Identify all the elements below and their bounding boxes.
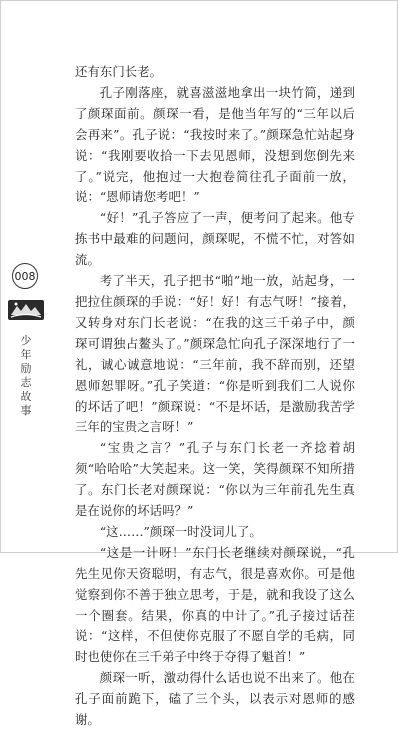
paragraph: 考了半天，孔子把书“啪”地一放，站起身，一把拉住颜琛的手说：“好！好！有志气呀！”接着，又转身对东门长老说：“在我的这三千弟子中，颜琛可谓独占鳌头了。”颜琛急忙向孔子深深地行了一礼，诚心诚意地说：“三年前，我不辞而别，还望恩师恕罪呀。”孔子笑道：“你是听到我们二人说你的坏话了吧！”颜琛说：“不是坏话，是激励我苦学三年的宝贵之言呀！”	[75, 273, 355, 435]
paragraph: 孔子刚落座，就喜滋滋地拿出一块竹简，递到了颜琛面前。颜琛一看，是他当年写的“三年以后会再来”。孔子说：“我按时来了。”颜琛急忙站起身说：“我刚要收拾一下去见恩师，没想到您倒先来了。”说完，他抱过一大抱卷简往孔子面前一放，说：“恩师请您考吧！”	[75, 84, 355, 205]
paragraph: “宝贵之言？”孔子与东门长老一齐捻着胡须“哈哈哈”大笑起来。这一笑，笑得颜琛不知所措了。东门长老对颜琛说：“你以为三年前孔先生真是在说你的坏话吗？”	[75, 440, 355, 519]
series-caption-char: 少	[20, 334, 32, 347]
series-caption-char: 事	[20, 404, 32, 417]
body-text	[75, 62, 355, 731]
paragraph: “这是一计呀！”东门长老继续对颜琛说，“孔先生见你天资聪明，有志气，很是喜欢你。可是他觉察到你不善于独立思考，于是，就和我设了这么一个圈套。结果，你真的中计了。”孔子接过话茬说：“这样，不但使你克服了不愿自学的毛病，同时也使你在三千弟子中终于夺得了魁首！”	[75, 544, 355, 665]
series-caption-char: 励	[20, 362, 32, 375]
paragraph: “这……”颜琛一时没词儿了。	[99, 523, 262, 539]
page-number: 008	[12, 263, 38, 289]
paragraph: 颜琛一听，激动得什么话也说不出来了。他在孔子面前跪下，磕了三个头，以表示对恩师的感谢。	[75, 670, 355, 728]
series-caption-char: 故	[20, 390, 32, 403]
series-caption-char: 年	[20, 348, 32, 361]
paragraph: “好！”孔子答应了一声，便考问了起来。他专拣书中最难的问题问，颜琛呢，不慌不忙，对答如流。	[75, 210, 355, 268]
paragraph: 还有东门长老。	[75, 64, 163, 79]
series-caption	[18, 334, 34, 418]
book-emblem-icon	[7, 299, 45, 321]
series-caption-char: 志	[20, 376, 32, 389]
